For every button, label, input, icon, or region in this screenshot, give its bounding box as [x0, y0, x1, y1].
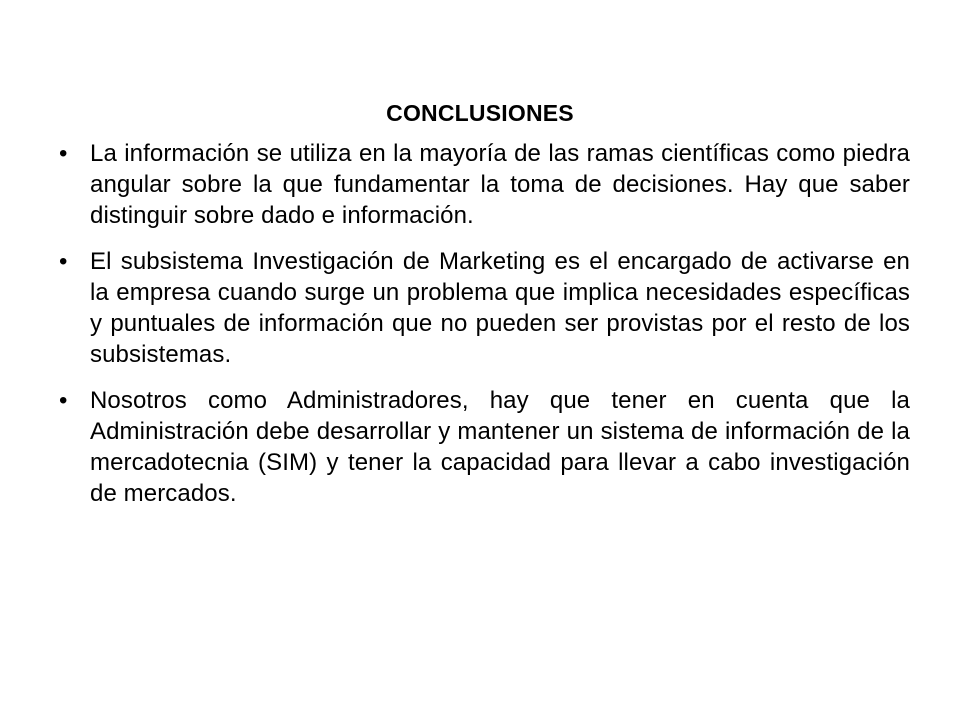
bullet-text: El subsistema Investigación de Marketing es el encargado de activarse en la empresa cuando surge un problema que implica necesidades específicas y puntuales de información que no pueden ser provistas por el resto de los subsistemas.	[90, 248, 910, 368]
bullet-item	[54, 138, 910, 231]
bullet-dot-icon: •	[59, 387, 68, 414]
slide-title: CONCLUSIONES	[386, 100, 574, 126]
bullet-item	[54, 385, 910, 509]
bullet-dot-icon: •	[59, 140, 68, 167]
bullet-dot-icon: •	[59, 248, 68, 275]
bullet-item	[54, 246, 910, 370]
bullet-list	[54, 138, 910, 524]
bullet-text: Nosotros como Administradores, hay que tener en cuenta que la Administración debe desarrollar y mantener un sistema de información de la mercadotecnia (SIM) y tener la capacidad para llevar a cabo investigación de mercados.	[90, 387, 910, 507]
bullet-text: La información se utiliza en la mayoría de las ramas científicas como piedra angular sobre la que fundamentar la toma de decisiones. Hay que saber distinguir sobre dado e información.	[90, 140, 910, 229]
